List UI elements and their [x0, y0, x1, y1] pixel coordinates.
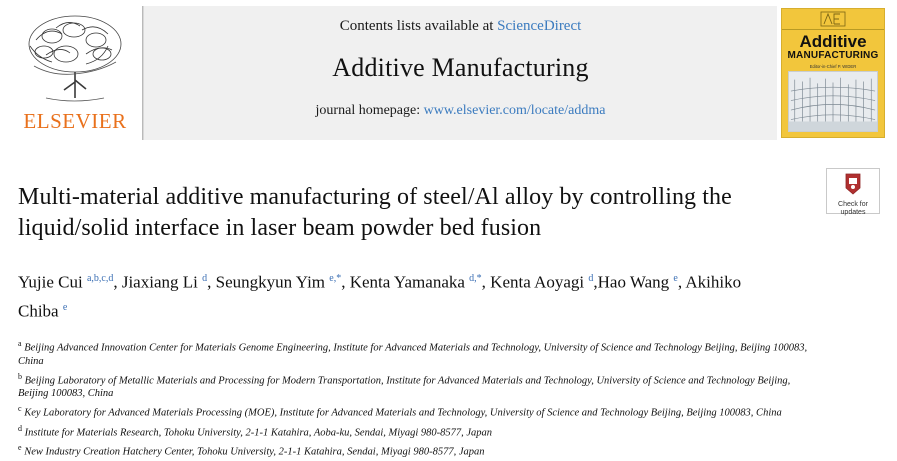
author-separator: ,	[207, 272, 216, 292]
affiliation-list	[18, 337, 823, 459]
crossmark-line1: Check for	[838, 201, 868, 208]
cover-artwork	[788, 71, 878, 132]
journal-cover-image	[781, 8, 885, 138]
cover-publisher-icon	[820, 11, 846, 27]
elsevier-tree-icon	[16, 10, 134, 110]
cover-title-line1: Additive	[799, 32, 867, 51]
cover-artwork-svg	[789, 72, 877, 131]
affiliation-item	[18, 402, 823, 420]
affiliation-text: New Industry Creation Hatchery Center, Tohoku University, 2-1-1 Katahira, Sendai, Miyagi 980-8577, Japan	[21, 446, 485, 458]
article-header	[18, 182, 808, 461]
elsevier-wordmark: ELSEVIER	[23, 109, 127, 133]
affiliation-text: Beijing Advanced Innovation Center for Materials Genome Engineering, Institute for Advanced Materials and Technology, University of Science and Technology Beijing, Beijing 100083, China	[18, 342, 808, 367]
author-affiliation-marks: d,*	[469, 273, 482, 284]
journal-masthead	[8, 6, 889, 140]
affiliation-text: Key Laboratory for Advanced Materials Processing (MOE), Institute for Advanced Materials and Technology, University of Science and Technology Beijing, Beijing 100083, China	[21, 407, 782, 419]
contents-prefix: Contents lists available at	[339, 18, 498, 34]
author-name: Jiaxiang Li	[121, 272, 203, 292]
journal-title: Additive Manufacturing	[332, 53, 589, 82]
author-name: Yujie Cui	[18, 272, 87, 292]
author-affiliation-marks: d	[202, 273, 208, 284]
author-affiliation-marks: a,b,c,d	[86, 273, 114, 284]
affiliation-item	[18, 422, 823, 440]
sciencedirect-link[interactable]: ScienceDirect	[497, 18, 582, 34]
author-affiliation-marks: e	[673, 273, 678, 284]
homepage-prefix: journal homepage:	[315, 103, 424, 118]
affiliation-text: Beijing Laboratory of Metallic Materials and Processing for Modern Transportation, Institute for Advanced Materials and Technology, University of Science and Technology Beijing, Beijing 100083, China	[18, 375, 791, 400]
affiliation-item	[18, 370, 823, 401]
crossmark-line2: updates	[840, 209, 866, 216]
affiliation-mark: c	[18, 404, 22, 414]
affiliation-mark: d	[18, 423, 22, 433]
author-name: Hao Wang	[597, 272, 674, 292]
author-affiliation-marks: d	[588, 273, 594, 284]
contents-line	[340, 18, 582, 35]
homepage-line	[316, 103, 606, 119]
elsevier-logo-block	[8, 6, 143, 140]
author-name: Kenta Aoyagi	[490, 272, 589, 292]
author-list	[18, 266, 768, 323]
author-name: Akihiko Chiba	[18, 272, 742, 321]
author-separator: ,	[113, 272, 122, 292]
author-affiliation-marks: e,*	[329, 273, 342, 284]
author-affiliation-marks: e	[62, 301, 68, 313]
affiliation-mark: a	[18, 339, 22, 349]
crossmark-badge[interactable]	[826, 168, 880, 214]
author-separator: ,	[341, 272, 350, 292]
affiliation-item	[18, 441, 823, 459]
masthead-center	[143, 6, 777, 140]
author-separator: ,	[481, 272, 491, 292]
crossmark-icon	[843, 173, 863, 195]
cover-editors-left: Editor-in-Chief P. WIDER	[809, 64, 857, 69]
article-title: Multi-material additive manufacturing of steel/Al alloy by controlling the liquid/solid interface in laser beam powder bed fusion	[18, 184, 732, 241]
author-separator: ,	[593, 272, 598, 292]
journal-homepage-link[interactable]: www.elsevier.com/locate/addma	[423, 103, 606, 118]
author-name: Kenta Yamanaka	[349, 272, 470, 292]
cover-title-line2: MANUFACTURING	[787, 50, 879, 61]
author-separator: ,	[677, 272, 686, 292]
affiliation-text: Institute for Materials Research, Tohoku University, 2-1-1 Katahira, Aoba-ku, Sendai, Miyagi 980-8577, Japan	[22, 427, 493, 439]
cover-header-bar	[782, 9, 884, 30]
journal-cover-block	[777, 6, 889, 140]
affiliation-item	[18, 337, 823, 368]
affiliation-mark: b	[18, 371, 22, 381]
author-name: Seungkyun Yim	[215, 272, 330, 292]
affiliation-mark: e	[18, 443, 22, 453]
